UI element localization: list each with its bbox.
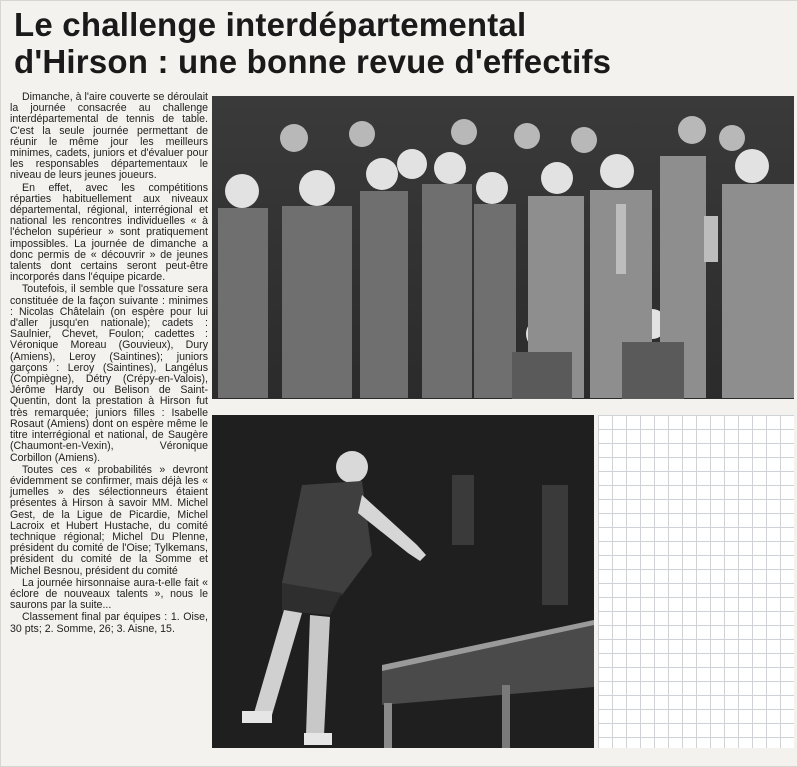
article-paragraph: Dimanche, à l'aire couverte se déroulait la journée consacrée au challenge interdépartemental de tennis de table. C'est la seule journée permettant de réunir le même jour les meilleurs minimes, cadets, juniors et d'évaluer pour les responsables départementaux le niveau de leurs jeunes joueurs. — [10, 91, 208, 182]
article-paragraph: En effet, avec les compétitions réparties habituellement aux niveaux départemental, régional, interrégional et national les rencontres individuelles « à l'échelon supérieur » sont pratiquement impossibles. La journée de dimanche a donc permis de « découvrir » de jeunes talents dont certains seront peut-être incorporés dans l'équipe picarde. — [10, 181, 208, 284]
group-photo-image — [212, 96, 794, 399]
headline — [14, 6, 794, 80]
article-paragraph: La journée hirsonnaise aura-t-elle fait « éclore de nouveaux talents », nous le saurons par la suite... — [10, 576, 208, 612]
graph-paper-background — [598, 415, 794, 748]
article-paragraph: Toutes ces « probabilités » devront évidemment se confirmer, mais déjà les « jumelles » des sélectionneurs étaient présentes à Hirson à savoir MM. Michel Gest, de la Ligue de Picardie, Michel Lacroix et Hubert Hustache, du comité technique régional; Michel Du Plenne, président du comité de l'Oise; Tylkemans, président du comité de la Somme et Michel Besnou, président du comité — [10, 463, 208, 577]
player-photo-image — [212, 415, 594, 748]
article-paragraph: Toutefois, il semble que l'ossature sera constituée de la façon suivante : minimes : Nicolas Châtelain (on espère pour lui d'aller jusqu'en nationale); cadets : Saulnier, Chevet, Foulon; cadettes : Véronique Moreau (Gouvieux), Dury (Amiens), Leroy (Saintines); juniors garçons : Leroy (Saintines), Langélus (Compiègne), Détry (Crépy-en-Valois), Jérôme Hardy ou Belison de Saint-Quentin, dont la prestation à Hirson fut très remarquée; juniors filles : Isabelle Rosaut (Amiens) dont on espère même le titre interrégional et national, de Saugère (Chaumont-en-Vexin), Véronique Corbillon (Amiens). — [10, 283, 208, 464]
headline-line-1: Le challenge interdépartemental — [14, 6, 527, 43]
group-photo — [212, 96, 794, 399]
article-body — [10, 92, 208, 762]
player-photo — [212, 415, 594, 748]
headline-line-2: d'Hirson : une bonne revue d'effectifs — [14, 43, 612, 80]
article-paragraph: Classement final par équipes : 1. Oise, 30 pts; 2. Somme, 26; 3. Aisne, 15. — [10, 611, 208, 635]
